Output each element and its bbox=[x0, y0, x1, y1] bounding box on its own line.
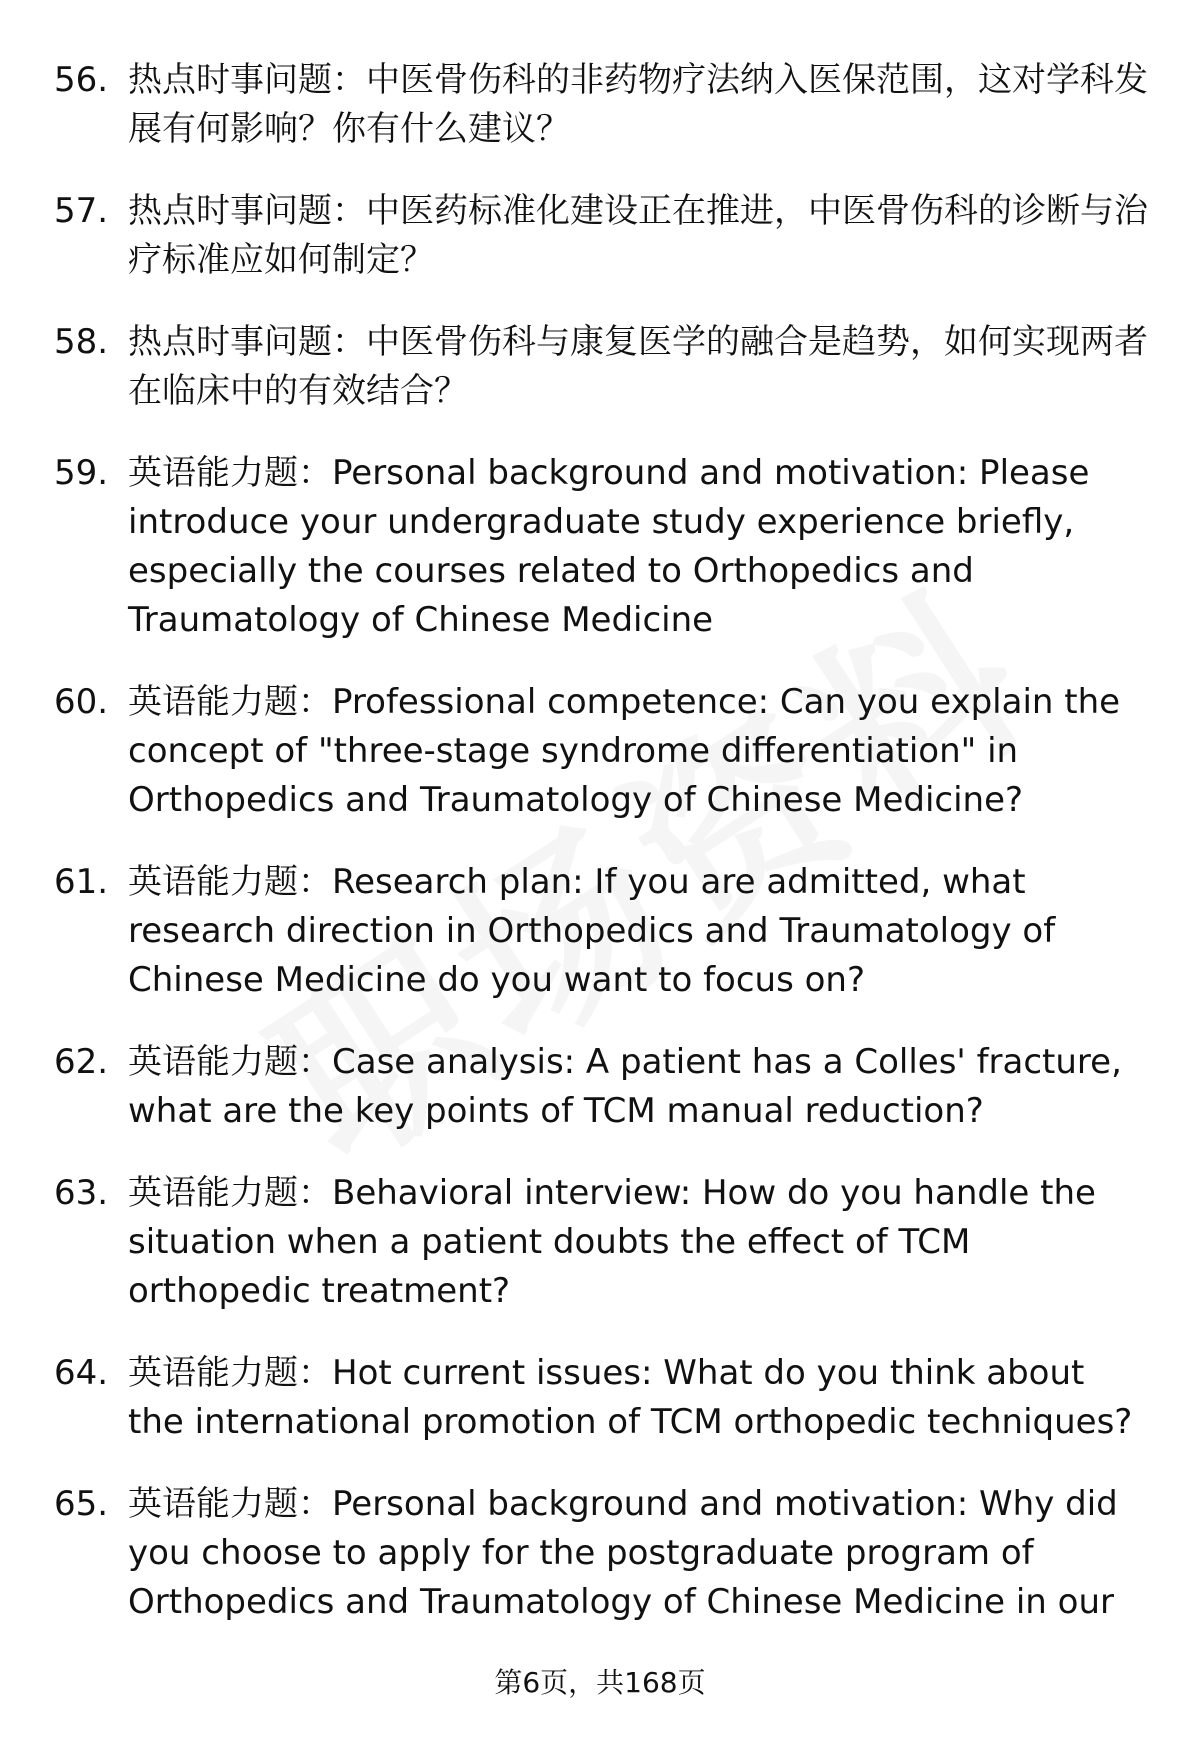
question-item bbox=[54, 187, 1154, 285]
page-footer: 第6页，共168页 bbox=[494, 1666, 706, 1699]
question-text: 热点时事问题：中医药标准化建设正在推进，中医骨伤科的诊断与治疗标准应如何制定？ bbox=[128, 191, 1148, 280]
question-number: 62. bbox=[54, 1042, 109, 1082]
question-item bbox=[54, 56, 1154, 154]
question-text: 热点时事问题：中医骨伤科与康复医学的融合是趋势，如何实现两者在临床中的有效结合？ bbox=[128, 322, 1148, 411]
question-item bbox=[54, 1169, 1154, 1316]
question-text: 英语能力题：Hot current issues: What do you think about the international promotion of TCM orthopedic techniques? bbox=[128, 1353, 1133, 1442]
question-text: 英语能力题：Research plan: If you are admitted, what research direction in Orthopedics and Traumatology of Chinese Medicine do you want to focus on? bbox=[128, 862, 1056, 1000]
question-number: 65. bbox=[54, 1484, 109, 1524]
question-number: 60. bbox=[54, 682, 109, 722]
question-number: 58. bbox=[54, 322, 109, 362]
question-number: 61. bbox=[54, 862, 109, 902]
question-item bbox=[54, 858, 1154, 1005]
question-text: 英语能力题：Case analysis: A patient has a Colles' fracture, what are the key points of TCM manual reduction? bbox=[128, 1042, 1122, 1131]
question-text: 英语能力题：Professional competence: Can you explain the concept of "three-stage syndrome differentiation" in Orthopedics and Traumatology of Chinese Medicine? bbox=[128, 682, 1121, 820]
question-item bbox=[54, 1349, 1154, 1447]
question-text: 英语能力题：Personal background and motivation: Please introduce your undergraduate study experience briefly, especially the courses related to Orthopedics and Traumatology of Chinese Medicine bbox=[128, 453, 1090, 640]
question-list bbox=[54, 56, 1154, 1660]
question-item bbox=[54, 1480, 1154, 1627]
question-number: 64. bbox=[54, 1353, 109, 1393]
question-item bbox=[54, 1038, 1154, 1136]
question-number: 57. bbox=[54, 191, 109, 231]
question-number: 63. bbox=[54, 1173, 109, 1213]
question-number: 59. bbox=[54, 453, 109, 493]
question-text: 英语能力题：Personal background and motivation: Why did you choose to apply for the postgraduate program of Orthopedics and Traumatology of Chinese Medicine in our bbox=[128, 1484, 1118, 1622]
question-text: 英语能力题：Behavioral interview: How do you handle the situation when a patient doubts the effect of TCM orthopedic treatment? bbox=[128, 1173, 1096, 1311]
question-text: 热点时事问题：中医骨伤科的非药物疗法纳入医保范围，这对学科发展有何影响？你有什么建议？ bbox=[128, 60, 1148, 149]
question-item bbox=[54, 678, 1154, 825]
question-item bbox=[54, 449, 1154, 645]
question-number: 56. bbox=[54, 60, 109, 100]
question-item bbox=[54, 318, 1154, 416]
